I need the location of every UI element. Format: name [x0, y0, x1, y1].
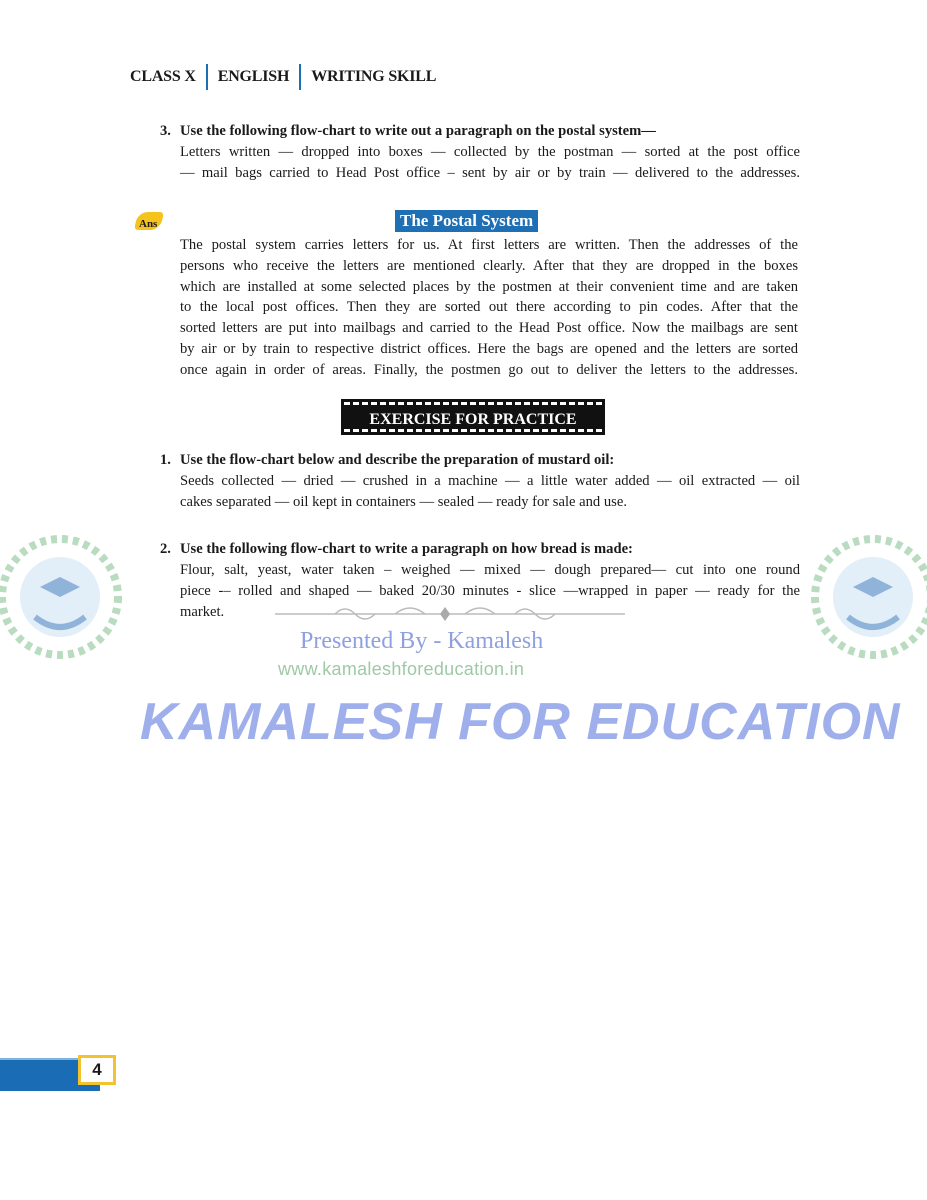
watermark-text: KAMALESH FOR EDUCATION [140, 693, 901, 751]
watermark-presented-by: Presented By - Kamalesh [300, 628, 544, 654]
question-text-line: Letters written — dropped into boxes — collected by the postman — sorted at the post office [180, 144, 800, 160]
watermark-logo-right [808, 532, 927, 662]
question-3 [160, 121, 800, 184]
question-title: Use the following flow-chart to write a paragraph on how bread is made: [180, 541, 633, 557]
question-text-line: market. [180, 604, 225, 620]
question-text-line: piece -– rolled and shaped — baked 20/30 minutes - slice —wrapped in paper — ready for the [180, 583, 800, 599]
answer-line: which are installed at some selected places by the postmen at their convenient time and are taken [180, 278, 798, 295]
question-number: 2. [160, 541, 171, 557]
watermark-url: www.kamaleshforeducation.in [278, 659, 525, 679]
answer-paragraph [180, 235, 798, 381]
ornament-divider [275, 604, 625, 624]
watermark-logo-left [0, 532, 125, 662]
exercise-1 [160, 450, 800, 513]
page-number: 4 [78, 1055, 116, 1085]
answer-line: The postal system carries letters for us. At first letters are written. Then the addresses of the [180, 237, 798, 253]
question-title: Use the following flow-chart to write out a paragraph on the postal system— [180, 123, 656, 139]
answer-line: once again in order of areas. Finally, the postmen go out to deliver the letters to the addresses. [180, 361, 798, 378]
question-text-line: Seeds collected — dried — crushed in a machine — a little water added — oil extracted — oil [180, 473, 800, 489]
exercise-heading: EXERCISE FOR PRACTICE [344, 402, 602, 432]
ans-badge: Ans [136, 212, 164, 230]
answer-line: by air or by train to respective district offices. Here the bags are opened and the letters are sorted [180, 340, 798, 357]
running-header [130, 64, 436, 90]
page-number-bar [0, 1055, 118, 1089]
question-text-line: Flour, salt, yeast, water taken – weighed — mixed — dough prepared— cut into one round [180, 562, 800, 578]
header-divider [299, 64, 301, 90]
header-divider [206, 64, 208, 90]
answer-line: to the local post offices. Then they are sorted out there according to pin codes. After that the [180, 299, 798, 316]
answer-line: persons who receive the letters are mentioned clearly. After that they are dropped in the boxes [180, 257, 798, 274]
header-section: WRITING SKILL [311, 68, 437, 85]
question-text-line: cakes separated — oil kept in containers — sealed — ready for sale and use. [180, 494, 627, 510]
question-number: 1. [160, 452, 171, 468]
question-text-line: — mail bags carried to Head Post office – sent by air or by train — delivered to the addresses. [180, 165, 800, 181]
answer-line: sorted letters are put into mailbags and carried to the Head Post office. Now the mailbags are sent [180, 320, 798, 337]
answer-title: The Postal System [395, 210, 538, 232]
header-class: CLASS X [130, 68, 196, 85]
question-title: Use the flow-chart below and describe the preparation of mustard oil: [180, 452, 615, 468]
question-number: 3. [160, 123, 171, 139]
header-subject: ENGLISH [217, 68, 290, 85]
